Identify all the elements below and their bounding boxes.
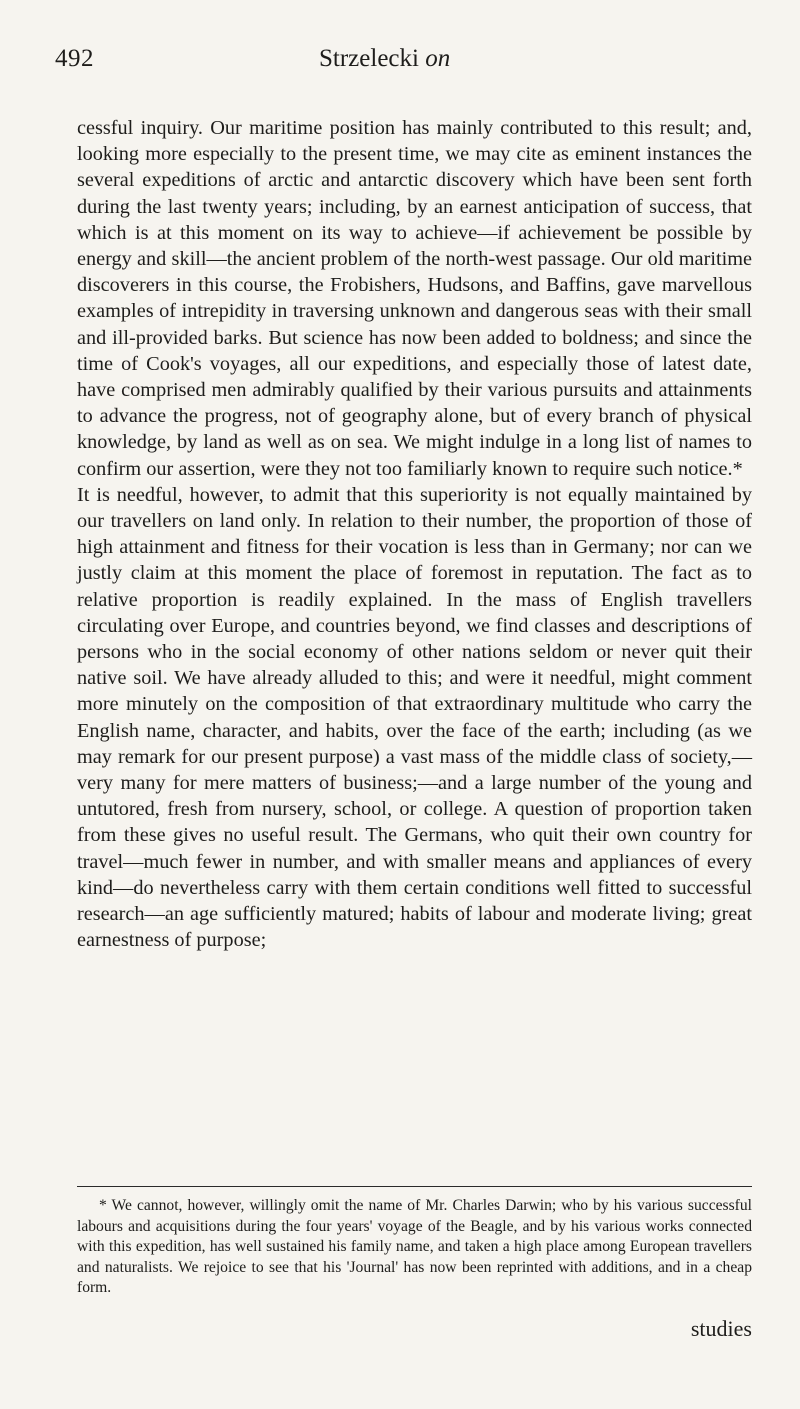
footnote: * We cannot, however, willingly omit the name of Mr. Charles Darwin; who by his various successful labours and acquisitions during the four years' voyage of the Beagle, and by his various works connected with this expedition, has well sustained his family name, and taken a high place among European travellers and naturalists. We rejoice to see that his 'Journal' has now been reprinted with additions, and in a cheap form. xyxy=(77,1197,752,1297)
running-head xyxy=(319,45,450,73)
running-head-name: Strzelecki xyxy=(319,45,419,72)
page-number: 492 xyxy=(55,45,94,72)
paragraph: It is needful, however, to admit that this superiority is not equally maintained by our travellers on land only. In relation to their number, the proportion of those of high attainment and fitness for their vocation is less than in Germany; nor can we justly claim at this moment the place of foremost in reputation. The fact as to relative proportion is readily explained. In the mass of English travellers circulating over Europe, and countries beyond, we find classes and descriptions of persons who in the social economy of other nations seldom or never quit their native soil. We have already alluded to this; and were it needful, might comment more minutely on the composition of that extraordinary multitude who carry the English name, character, and habits, over the face of the earth; including (as we may remark for our present purpose) a vast mass of the middle class of society,—very many for mere matters of business;—and a large number of the young and untutored, fresh from nursery, school, or college. A question of proportion taken from these gives no useful result. The Germans, who quit their own country for travel—much fewer in number, and with smaller means and appliances of every kind—do nevertheless carry with them certain conditions well fitted to successful research—an age sufficiently matured; habits of labour and moderate living; great earnestness of purpose; xyxy=(77,483,752,952)
running-head-italic: on xyxy=(425,45,451,72)
paragraph: cessful inquiry. Our maritime position has mainly contributed to this result; and, looking more especially to the present time, we may cite as eminent instances the several expeditions of arctic and antarctic discovery which have been sent forth during the last twenty years; including, by an earnest anticipation of success, that which is at this moment on its way to achieve—if achievement be possible by energy and skill—the ancient problem of the north-west passage. Our old maritime discoverers in this course, the Frobishers, Hudsons, and Baffins, gave marvellous examples of intrepidity in traversing unknown and dangerous seas with their small and ill-provided barks. But science has now been added to boldness; and since the time of Cook's voyages, all our expeditions, and especially those of latest date, have comprised men admirably qualified by their various pursuits and attainments to advance the progress, not of geography alone, but of every branch of physical knowledge, by land as well as on sea. We might indulge in a long list of names to confirm our assertion, were they not too familiarly known to require such notice.* xyxy=(77,117,752,480)
body-text xyxy=(77,115,752,954)
page-header xyxy=(55,45,750,85)
catchword: studies xyxy=(690,1316,752,1341)
footnote-rule xyxy=(77,1186,752,1187)
